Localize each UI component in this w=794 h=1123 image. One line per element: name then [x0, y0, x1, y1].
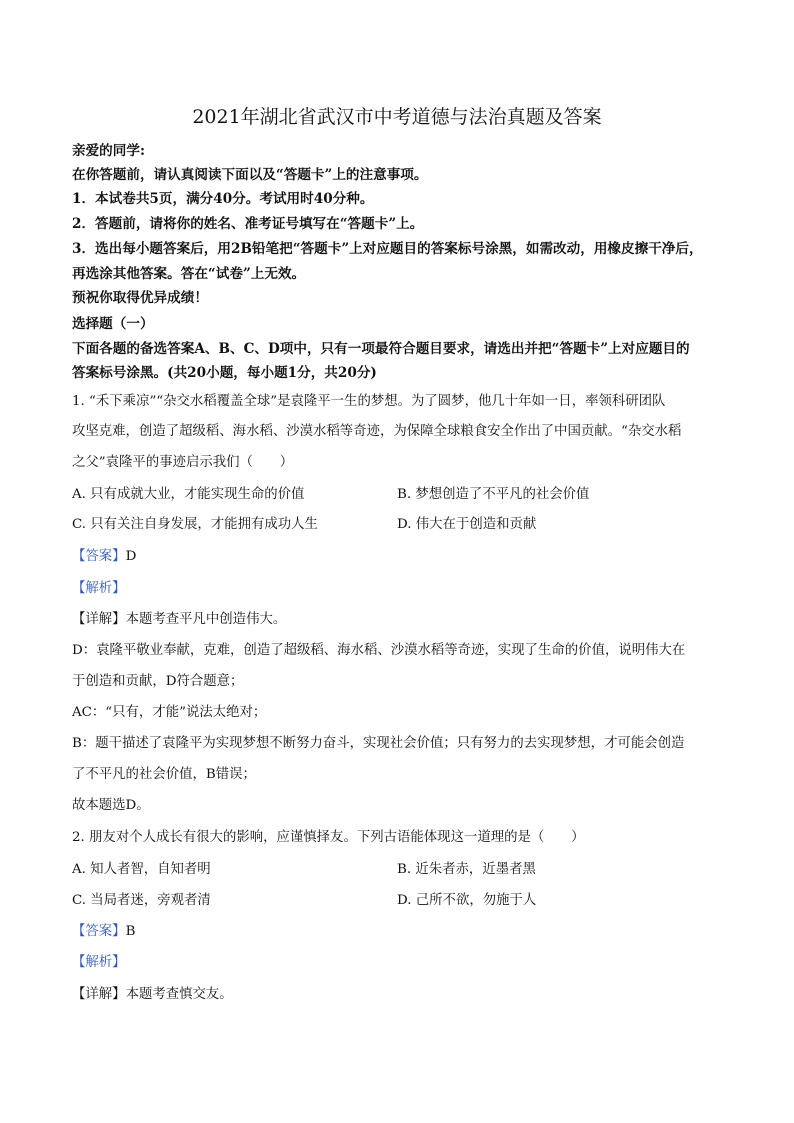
answer-value: B [125, 924, 136, 939]
q2-stem: 2. 朋友对个人成长有很大的影响，应谨慎择友。下列古语能体现这一道理的是（ ） [72, 830, 585, 845]
q2-option-a: A. 知人者智，自知者明 [72, 862, 211, 877]
analysis-tag: 【解析】 [72, 955, 126, 970]
q1-explain-line-6: 故本题选D。 [72, 798, 150, 813]
answer-tag: 【答案】 [72, 924, 126, 939]
q1-stem-line-1: 1. “禾下乘凉”“杂交水稻覆盖全球”是袁隆平一生的梦想。为了圆梦，他几十年如一日，率领科研团队 [72, 394, 666, 409]
q1-explain-line-2: 于创造和贡献，D符合题意； [72, 674, 244, 689]
detail-text: 本题考查慎交友。 [125, 987, 233, 1002]
instruction-2: 2．答题前，请将你的姓名、准考证号填写在“答题卡”上。 [72, 216, 424, 232]
q1-explain-line-4: B：题干描述了袁隆平为实现梦想不断努力奋斗，实现社会价值；只有努力的去实现梦想，才可能会创造 [72, 736, 685, 751]
good-luck: 预祝你取得优异成绩！ [72, 290, 208, 306]
q2-detail [72, 986, 233, 1004]
section-heading: 选择题（一） [72, 316, 154, 332]
instruction-1: 1．本试卷共5页，满分40分。考试用时40分种。 [72, 191, 374, 207]
answer-tag: 【答案】 [72, 549, 126, 564]
q2-option-c: C. 当局者迷，旁观者清 [72, 893, 211, 908]
q1-option-a: A. 只有成就大业，才能实现生命的价值 [72, 487, 305, 502]
q2-analysis [72, 954, 126, 972]
detail-text: 本题考查平凡中创造伟大。 [125, 612, 287, 627]
q1-detail [72, 611, 286, 629]
q1-option-d: D. 伟大在于创造和贡献 [397, 517, 537, 532]
q1-explain-line-1: D：袁隆平敬业奉献，克难，创造了超级稻、海水稻、沙漠水稻等奇迹，实现了生命的价值，说明伟大在 [72, 643, 686, 658]
instruction-notice: 在你答题前，请认真阅读下面以及“答题卡”上的注意事项。 [72, 167, 428, 183]
q1-explain-line-5: 了不平凡的社会价值，B错误； [72, 767, 256, 782]
q1-option-b: B. 梦想创造了不平凡的社会价值 [397, 487, 590, 502]
instruction-3: 3．选出每小题答案后，用2B铅笔把“答题卡”上对应题目的答案标号涂黑，如需改动，用橡皮擦干净后， [72, 241, 703, 257]
q2-option-d: D. 己所不欲，勿施于人 [397, 893, 537, 908]
q2-answer [72, 923, 135, 941]
detail-tag: 【详解】 [72, 612, 126, 627]
answer-value: D [125, 549, 137, 564]
section-instructions: 下面各题的备选答案A、B、C、D项中，只有一项最符合题目要求，请选出并把“答题卡”上对应题目的 [72, 341, 690, 357]
q1-stem-line-3: 之父”袁隆平的事迹启示我们（ ） [72, 455, 294, 470]
analysis-tag: 【解析】 [72, 581, 126, 596]
q1-analysis [72, 580, 126, 598]
greeting: 亲爱的同学: [72, 143, 145, 159]
section-instructions-cont: 答案标号涂黑。(共20小题，每小题1分，共20分) [72, 365, 377, 381]
q1-stem-line-2: 攻坚克难，创造了超级稻、海水稻、沙漠水稻等奇迹，为保障全球粮食安全作出了中国贡献。“杂交水稻 [72, 424, 682, 439]
instruction-3-cont: 再选涂其他答案。答在“试卷”上无效。 [72, 266, 306, 282]
q1-explain-line-3: AC：“只有，才能”说法太绝对； [72, 705, 267, 720]
q1-option-c: C. 只有关注自身发展，才能拥有成功人生 [72, 517, 318, 532]
q1-answer [72, 548, 136, 566]
page-title: 2021年湖北省武汉市中考道德与法治真题及答案 [192, 106, 602, 128]
detail-tag: 【详解】 [72, 987, 126, 1002]
q2-option-b: B. 近朱者赤，近墨者黑 [397, 862, 536, 877]
